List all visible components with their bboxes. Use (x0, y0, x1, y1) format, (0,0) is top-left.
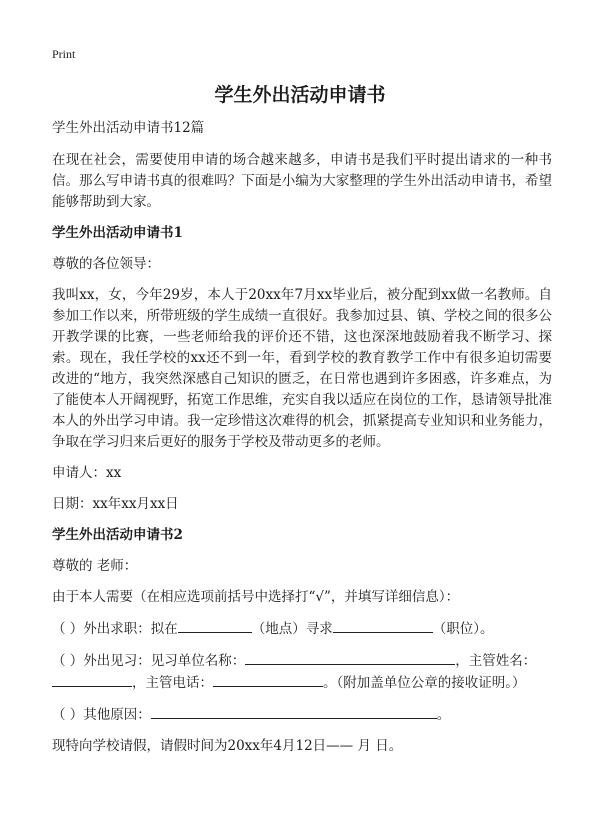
intro-paragraph: 在现在社会，需要使用申请的场合越来越多，申请书是我们平时提出请求的一种书信。那么写申请书真的很难吗？下面是小编为大家整理的学生外出活动申请书，希望能够帮助到大家。 (52, 152, 552, 210)
document-body (52, 118, 552, 767)
section1-body: 我叫xx，女，今年29岁，本人于20xx年7月xx毕业后，被分配到xx做一名教师。自参加工作以来，所带班级的学生成绩一直很好。我参加过县、镇、学校之间的很多公开教学课的比赛，一些老师给我的评价还不错，这也深深地鼓励着我不断学习、探索。现在，我任学校的xx还不到一年，看到学校的教育教学工作中有很多迫切需要改进的“地方，我突然深感自己知识的匮乏，在日常也遇到许多困惑，许多难点，为了能使本人开阔视野，拓宽工作思维，充实自我以适应在岗位的工作，恳请领导批准本人的外出学习申请。我一定珍惜这次难得的机会，抓紧提高专业知识和业务能力，争取在学习归来后更好的服务于学校及带动更多的老师。 (52, 287, 552, 450)
option-job-position-label: （职位）。 (432, 621, 494, 637)
internship-unit-blank[interactable] (245, 650, 455, 665)
other-reason-blank[interactable] (151, 704, 437, 719)
option-job-label: （ ）外出求职：拟在 (52, 621, 178, 637)
supervisor-name-label: ，主管姓名： (455, 653, 537, 669)
section2-instruction: 由于本人需要（在相应选项前括号中选择打“√”，并填写详细信息）： (52, 589, 460, 605)
position-blank[interactable] (333, 618, 433, 633)
section1-date: 日期：xx年xx月xx日 (52, 496, 179, 512)
section1-salutation: 尊敬的各位领导： (52, 256, 160, 272)
option-internship (52, 650, 552, 694)
supervisor-phone-blank[interactable] (213, 672, 323, 687)
section2-heading: 学生外出活动申请书2 (52, 527, 183, 543)
print-link[interactable]: Print (52, 47, 76, 61)
supervisor-name-blank[interactable] (52, 672, 132, 687)
supervisor-phone-label: ，主管电话： (132, 675, 213, 691)
option-other-end: 。 (436, 707, 451, 723)
document-subtitle: 学生外出活动申请书12篇 (52, 120, 205, 136)
option-job-location-label: （地点）寻求 (251, 621, 333, 637)
section2-closing: 现特向学校请假，请假时间为20xx年4月12日—— 月 日。 (52, 738, 403, 754)
option-internship-label: （ ）外出见习：见习单位名称： (52, 653, 246, 669)
internship-note: 。（附加盖单位公章的接收证明。） (323, 675, 526, 691)
location-blank[interactable] (178, 618, 252, 633)
option-other (52, 704, 552, 726)
option-job-seeking (52, 618, 552, 640)
section1-applicant: 申请人：xx (52, 465, 122, 481)
document-title: 学生外出活动申请书 (214, 84, 386, 106)
section2-salutation: 尊敬的 老师： (52, 558, 138, 574)
section1-heading: 学生外出活动申请书1 (52, 225, 183, 241)
option-other-label: （ ）其他原因： (52, 707, 151, 723)
